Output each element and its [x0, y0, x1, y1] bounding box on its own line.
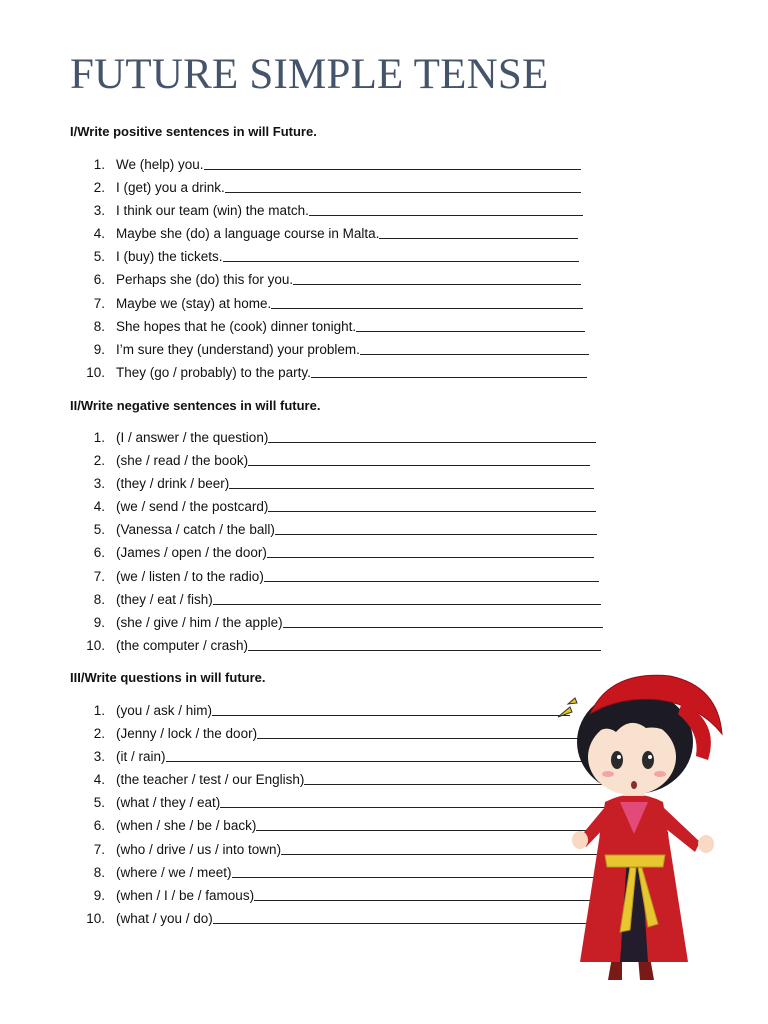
answer-blank[interactable]	[360, 338, 589, 355]
exercise-number: 7.	[93, 295, 105, 311]
exercise-item	[84, 565, 264, 588]
answer-blank[interactable]	[379, 222, 578, 239]
exercise-number: 10.	[86, 910, 105, 926]
exercise-number: 4.	[93, 499, 105, 515]
exercise-list-questions	[84, 699, 305, 930]
exercise-number: 2.	[93, 726, 105, 742]
exercise-item	[84, 588, 213, 611]
exercise-number: 4.	[93, 772, 105, 788]
exercise-item	[84, 292, 272, 315]
answer-blank[interactable]	[248, 449, 590, 466]
exercise-number: 3.	[93, 476, 105, 492]
exercise-item	[84, 449, 249, 472]
exercise-prompt: Perhaps she (do) this for you.	[116, 272, 294, 288]
answer-blank[interactable]	[212, 699, 570, 716]
exercise-item	[84, 199, 309, 222]
section-heading-questions: III/Write questions in will future.	[70, 670, 266, 685]
exercise-number: 6.	[93, 818, 105, 834]
exercise-prompt: (she / give / him / the apple)	[116, 614, 283, 630]
answer-blank[interactable]	[268, 495, 596, 512]
exercise-number: 10.	[86, 364, 105, 380]
exercise-prompt: (they / eat / fish)	[116, 591, 213, 607]
exercise-prompt: (the teacher / test / our English)	[116, 772, 305, 788]
page-title: FUTURE SIMPLE TENSE	[70, 51, 549, 98]
exercise-item	[84, 768, 305, 791]
exercise-prompt: (where / we / meet)	[116, 864, 232, 880]
exercise-item	[84, 268, 294, 291]
answer-blank[interactable]	[248, 634, 601, 651]
section-heading-negative: II/Write negative sentences in will future.	[70, 398, 321, 413]
exercise-number: 6.	[93, 545, 105, 561]
exercise-item	[84, 814, 257, 837]
answer-blank[interactable]	[271, 292, 583, 309]
exercise-prompt: (when / I / be / famous)	[116, 887, 255, 903]
exercise-prompt: (Vanessa / catch / the ball)	[116, 522, 275, 538]
exercise-prompt: She hopes that he (cook) dinner tonight.	[116, 318, 357, 334]
exercise-prompt: (I / answer / the question)	[116, 430, 269, 445]
exercise-item	[84, 495, 269, 518]
exercise-number: 5.	[93, 522, 105, 538]
exercise-item	[84, 176, 225, 199]
exercise-item	[84, 541, 267, 564]
exercise-number: 5.	[93, 249, 105, 265]
exercise-item	[84, 884, 255, 907]
exercise-item	[84, 361, 311, 384]
exercise-number: 2.	[93, 453, 105, 469]
exercise-prompt: Maybe we (stay) at home.	[116, 295, 272, 311]
exercise-number: 1.	[93, 430, 105, 445]
answer-blank[interactable]	[213, 907, 608, 924]
exercise-number: 1.	[93, 703, 105, 718]
answer-blank[interactable]	[232, 861, 604, 878]
exercise-item	[84, 838, 282, 861]
exercise-number: 3.	[93, 203, 105, 219]
exercise-prompt: (we / listen / to the radio)	[116, 568, 264, 584]
exercise-item	[84, 518, 275, 541]
answer-blank[interactable]	[293, 268, 581, 285]
answer-blank[interactable]	[311, 361, 587, 378]
exercise-number: 9.	[93, 341, 105, 357]
answer-blank[interactable]	[283, 611, 603, 628]
exercise-prompt: Maybe she (do) a language course in Malta.	[116, 226, 380, 242]
answer-blank[interactable]	[213, 588, 601, 605]
answer-blank[interactable]	[223, 245, 579, 262]
section-heading-positive: I/Write positive sentences in will Future.	[70, 124, 317, 139]
answer-blank[interactable]	[309, 199, 583, 216]
exercise-item	[84, 634, 249, 657]
exercise-list-negative	[84, 426, 283, 657]
exercise-number: 7.	[93, 841, 105, 857]
exercise-number: 7.	[93, 568, 105, 584]
exercise-prompt: I (buy) the tickets.	[116, 249, 223, 265]
exercise-number: 8.	[93, 864, 105, 880]
exercise-prompt: (you / ask / him)	[116, 703, 213, 718]
exercise-prompt: (the computer / crash)	[116, 637, 249, 653]
exercise-item	[84, 791, 221, 814]
exercise-item	[84, 722, 258, 745]
exercise-number: 3.	[93, 749, 105, 765]
exercise-list-positive	[84, 153, 380, 384]
exercise-item	[84, 907, 213, 930]
exercise-prompt: (we / send / the postcard)	[116, 499, 269, 515]
exercise-prompt: I think our team (win) the match.	[116, 203, 309, 219]
girl-illustration	[550, 662, 730, 984]
exercise-prompt: We (help) you.	[116, 157, 204, 172]
answer-blank[interactable]	[275, 518, 597, 535]
exercise-number: 6.	[93, 272, 105, 288]
exercise-prompt: (it / rain)	[116, 749, 166, 765]
exercise-item	[84, 699, 213, 722]
answer-blank[interactable]	[166, 745, 605, 762]
answer-blank[interactable]	[267, 541, 594, 558]
exercise-prompt: They (go / probably) to the party.	[116, 364, 311, 380]
exercise-number: 4.	[93, 226, 105, 242]
exercise-number: 5.	[93, 795, 105, 811]
exercise-item	[84, 745, 166, 768]
answer-blank[interactable]	[268, 426, 596, 443]
exercise-prompt: (they / drink / beer)	[116, 476, 230, 492]
answer-blank[interactable]	[204, 153, 581, 170]
answer-blank[interactable]	[229, 472, 594, 489]
exercise-item	[84, 611, 283, 634]
exercise-prompt: (what / they / eat)	[116, 795, 221, 811]
exercise-prompt: (when / she / be / back)	[116, 818, 257, 834]
exercise-item	[84, 426, 269, 449]
exercise-number: 9.	[93, 614, 105, 630]
exercise-number: 9.	[93, 887, 105, 903]
exercise-number: 10.	[86, 637, 105, 653]
exercise-prompt: (Jenny / lock / the door)	[116, 726, 258, 742]
exercise-item	[84, 861, 232, 884]
exercise-prompt: (she / read / the book)	[116, 453, 249, 469]
exercise-item	[84, 315, 357, 338]
answer-blank[interactable]	[257, 722, 590, 739]
answer-blank[interactable]	[264, 565, 599, 582]
exercise-item	[84, 222, 380, 245]
exercise-item	[84, 245, 223, 268]
exercise-item	[84, 338, 360, 361]
answer-blank[interactable]	[225, 176, 581, 193]
exercise-number: 2.	[93, 180, 105, 196]
exercise-prompt: (what / you / do)	[116, 910, 213, 926]
exercise-prompt: I’m sure they (understand) your problem.	[116, 341, 360, 357]
exercise-number: 8.	[93, 318, 105, 334]
answer-blank[interactable]	[356, 315, 585, 332]
exercise-prompt: I (get) you a drink.	[116, 180, 225, 196]
exercise-number: 1.	[93, 157, 105, 172]
exercise-item	[84, 153, 204, 176]
exercise-item	[84, 472, 230, 495]
exercise-prompt: (who / drive / us / into town)	[116, 841, 282, 857]
exercise-number: 8.	[93, 591, 105, 607]
exercise-prompt: (James / open / the door)	[116, 545, 267, 561]
